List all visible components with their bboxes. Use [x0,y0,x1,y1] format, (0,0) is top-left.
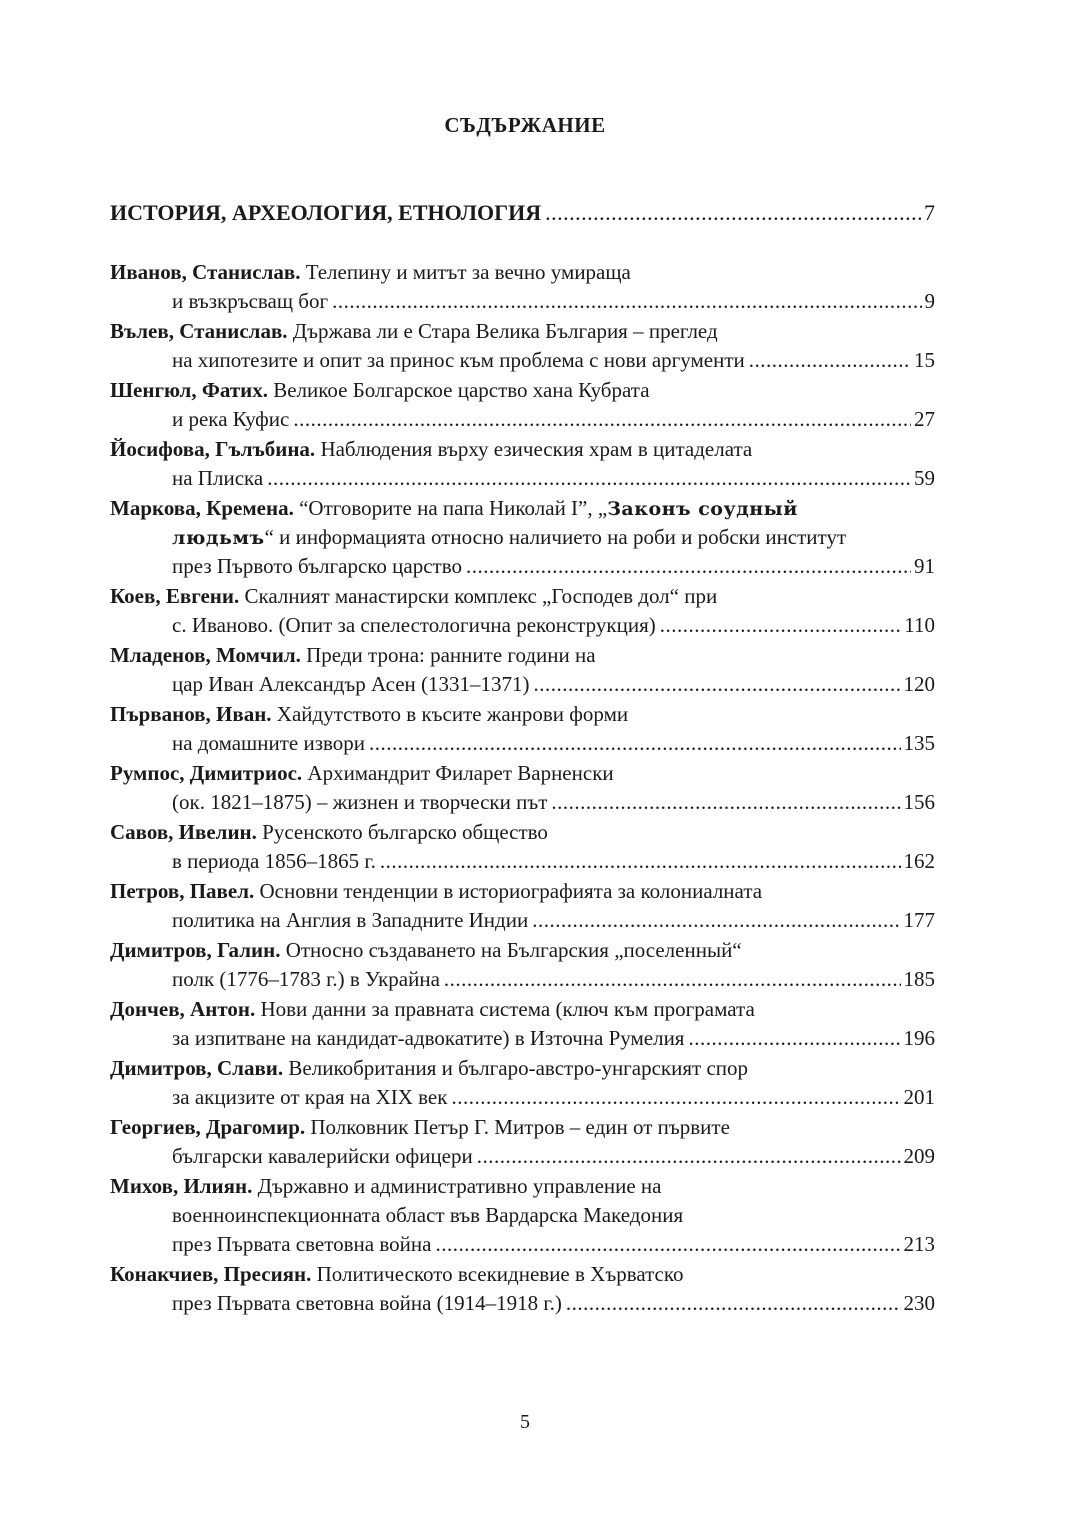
entry-title: Полковник Петър Г. Митров – един от първите [305,1115,730,1139]
page-title: СЪДЪРЖАНИЕ [444,113,606,137]
entry-title-cont: през Първото българско царство [172,554,463,578]
author: Първанов, Иван. [110,702,272,726]
leader-dots [545,198,921,228]
leader-dots [749,345,911,375]
entry-page: 91 [914,554,935,578]
author: Петров, Павел. [110,879,255,903]
author: Коев, Евгени. [110,584,240,608]
toc-entry-end[interactable] [172,610,935,640]
entry-title: Архимандрит Филарет Варненски [302,761,614,785]
toc-entry[interactable] [110,640,935,670]
entry-title: Нови данни за правната система (ключ към програмата [255,997,755,1021]
author: Маркова, Кремена. [110,496,294,520]
entry-title: Политическото всекидневие в Хърватско [311,1262,684,1286]
leader-dots [532,905,900,935]
toc-entry-end[interactable] [172,1023,935,1053]
entry-page: 120 [903,672,935,696]
entry-page: 27 [914,407,935,431]
section-heading-label: ИСТОРИЯ, АРХЕОЛОГИЯ, ЕТНОЛОГИЯ [110,200,542,225]
toc-entry[interactable] [110,817,935,847]
toc-entry-end[interactable] [172,669,935,699]
leader-dots [293,404,911,434]
entry-page: 59 [914,466,935,490]
leader-dots [267,463,911,493]
toc-entry-end[interactable] [172,787,935,817]
author: Младенов, Момчил. [110,643,301,667]
toc-entry-end[interactable] [172,551,935,581]
toc-entry-end[interactable] [172,728,935,758]
toc-entry[interactable] [110,581,935,611]
entry-title-cont: “ и информацията относно наличието на роби и робски институт [264,525,847,549]
entry-title-cont: цар Иван Александър Асен (1331–1371) [172,672,530,696]
entry-title-cont: на Плиска [172,466,264,490]
entry-title-cont: полк (1776–1783 г.) в Украйна [172,967,440,991]
toc-entry-end[interactable] [172,1229,935,1259]
entry-title: Скалният манастирски комплекс „Господев дол“ при [239,584,718,608]
entry-title-cont: в периода 1856–1865 г. [172,849,376,873]
page-number: 5 [520,1411,530,1433]
leader-dots [466,551,911,581]
toc-entry[interactable] [110,935,935,965]
author: Вълев, Станислав. [110,319,288,343]
toc-entry[interactable] [110,699,935,729]
old-slavonic-title: Законъ соудный [607,498,798,520]
toc-entry-end[interactable] [172,1082,935,1112]
author: Димитров, Слави. [110,1056,284,1080]
toc-entry-end[interactable] [172,286,935,316]
leader-dots [451,1082,900,1112]
entry-title-cont: през Първата световна война (1914–1918 г.) [172,1291,562,1315]
entry-page: 162 [903,849,935,873]
entry-page: 15 [914,348,935,372]
author: Дончев, Антон. [110,997,256,1021]
entry-title-cont: на домашните извори [172,731,365,755]
author: Иванов, Станислав. [110,260,301,284]
entry-title: Великобритания и българо-австро-унгарският спор [283,1056,749,1080]
entry-page: 9 [924,289,935,313]
entry-title-cont: за изпитване на кандидат-адвокатите) в Източна Румелия [172,1026,685,1050]
leader-dots [380,846,901,876]
entry-title: Телепину и митът за вечно умираща [300,260,631,284]
toc-entry[interactable] [110,316,935,346]
entry-title-cont: български кавалерийски офицери [172,1144,473,1168]
author: Георгиев, Драгомир. [110,1115,306,1139]
toc-entry-end[interactable] [172,1141,935,1171]
entry-title: Държавно и административно управление на [252,1174,662,1198]
entry-title-cont: и река Куфис [172,407,290,431]
toc-entry[interactable] [110,434,935,464]
entry-title: Хайдутството в късите жанрови форми [271,702,629,726]
toc-entry-end[interactable] [172,404,935,434]
toc-entry-end[interactable] [172,463,935,493]
entry-page: 185 [903,967,935,991]
toc-entry-end[interactable] [172,964,935,994]
entry-title-cont: на хипотезите и опит за принос към проблема с нови аргументи [172,348,745,372]
author: Йосифова, Гълъбина. [110,437,316,461]
entry-page: 135 [903,731,935,755]
leader-dots [332,286,921,316]
entry-page: 177 [903,908,935,932]
author: Румпос, Димитриос. [110,761,303,785]
toc-entry-cont[interactable] [172,1200,935,1230]
entry-title: Държава ли е Стара Велика България – преглед [287,319,718,343]
toc-entry[interactable] [110,994,935,1024]
toc-entry[interactable] [110,876,935,906]
entry-page: 213 [903,1232,935,1256]
toc-entry[interactable] [110,1171,935,1201]
entry-title: Относно създаването на Българския „поселенный“ [280,938,742,962]
leader-dots [444,964,901,994]
toc-entry-end[interactable] [172,846,935,876]
toc-entry-end[interactable] [172,345,935,375]
entry-title: Русенското българско общество [256,820,548,844]
section-page: 7 [924,200,935,225]
old-slavonic-title: людьмъ [172,527,265,549]
entry-title-cont: политика на Англия в Западните Индии [172,908,529,932]
leader-dots [566,1288,901,1318]
entry-title-cont: и възкръсващ бог [172,289,329,313]
entry-title: Основни тенденции в историографията за колониалната [254,879,763,903]
toc-entry-cont[interactable] [172,522,935,552]
entry-title-cont: за акцизите от края на XIX век [172,1085,448,1109]
entry-title: Преди трона: ранните години на [300,643,596,667]
entry-title-cont: военноинспекционната област във Вардарска Македония [172,1203,684,1227]
leader-dots [435,1229,900,1259]
author: Шенгюл, Фатих. [110,378,268,402]
leader-dots [688,1023,900,1053]
toc-entry-end[interactable] [172,1288,935,1318]
entry-title: Великое Болгарское царство хана Кубрата [267,378,650,402]
toc-entry[interactable] [110,493,935,523]
author: Михов, Илиян. [110,1174,253,1198]
entry-title-cont: (ок. 1821–1875) – жизнен и творчески път [172,790,548,814]
entry-page: 196 [903,1026,935,1050]
toc-entry[interactable] [110,257,935,287]
entry-page: 230 [903,1291,935,1315]
author: Димитров, Галин. [110,938,281,962]
toc-entry-end[interactable] [172,905,935,935]
entry-title: “Отговорите на папа Николай I”, „ [293,496,608,520]
entry-page: 201 [903,1085,935,1109]
entry-title-cont: с. Иваново. (Опит за спелестологична реконструкция) [172,613,656,637]
entry-page: 156 [903,790,935,814]
toc-entry[interactable] [110,1259,935,1289]
author: Конакчиев, Пресиян. [110,1262,312,1286]
entry-title-cont: през Първата световна война [172,1232,432,1256]
toc-entry[interactable] [110,1053,935,1083]
leader-dots [477,1141,901,1171]
leader-dots [551,787,900,817]
toc-entry[interactable] [110,758,935,788]
leader-dots [660,610,902,640]
entry-title: Наблюдения върху езическия храм в цитаделата [315,437,753,461]
leader-dots [534,669,901,699]
entry-page: 110 [904,613,935,637]
author: Савов, Ивелин. [110,820,257,844]
toc-entry[interactable] [110,375,935,405]
toc-entry[interactable] [110,1112,935,1142]
leader-dots [369,728,901,758]
section-heading[interactable] [110,198,935,228]
entry-page: 209 [903,1144,935,1168]
